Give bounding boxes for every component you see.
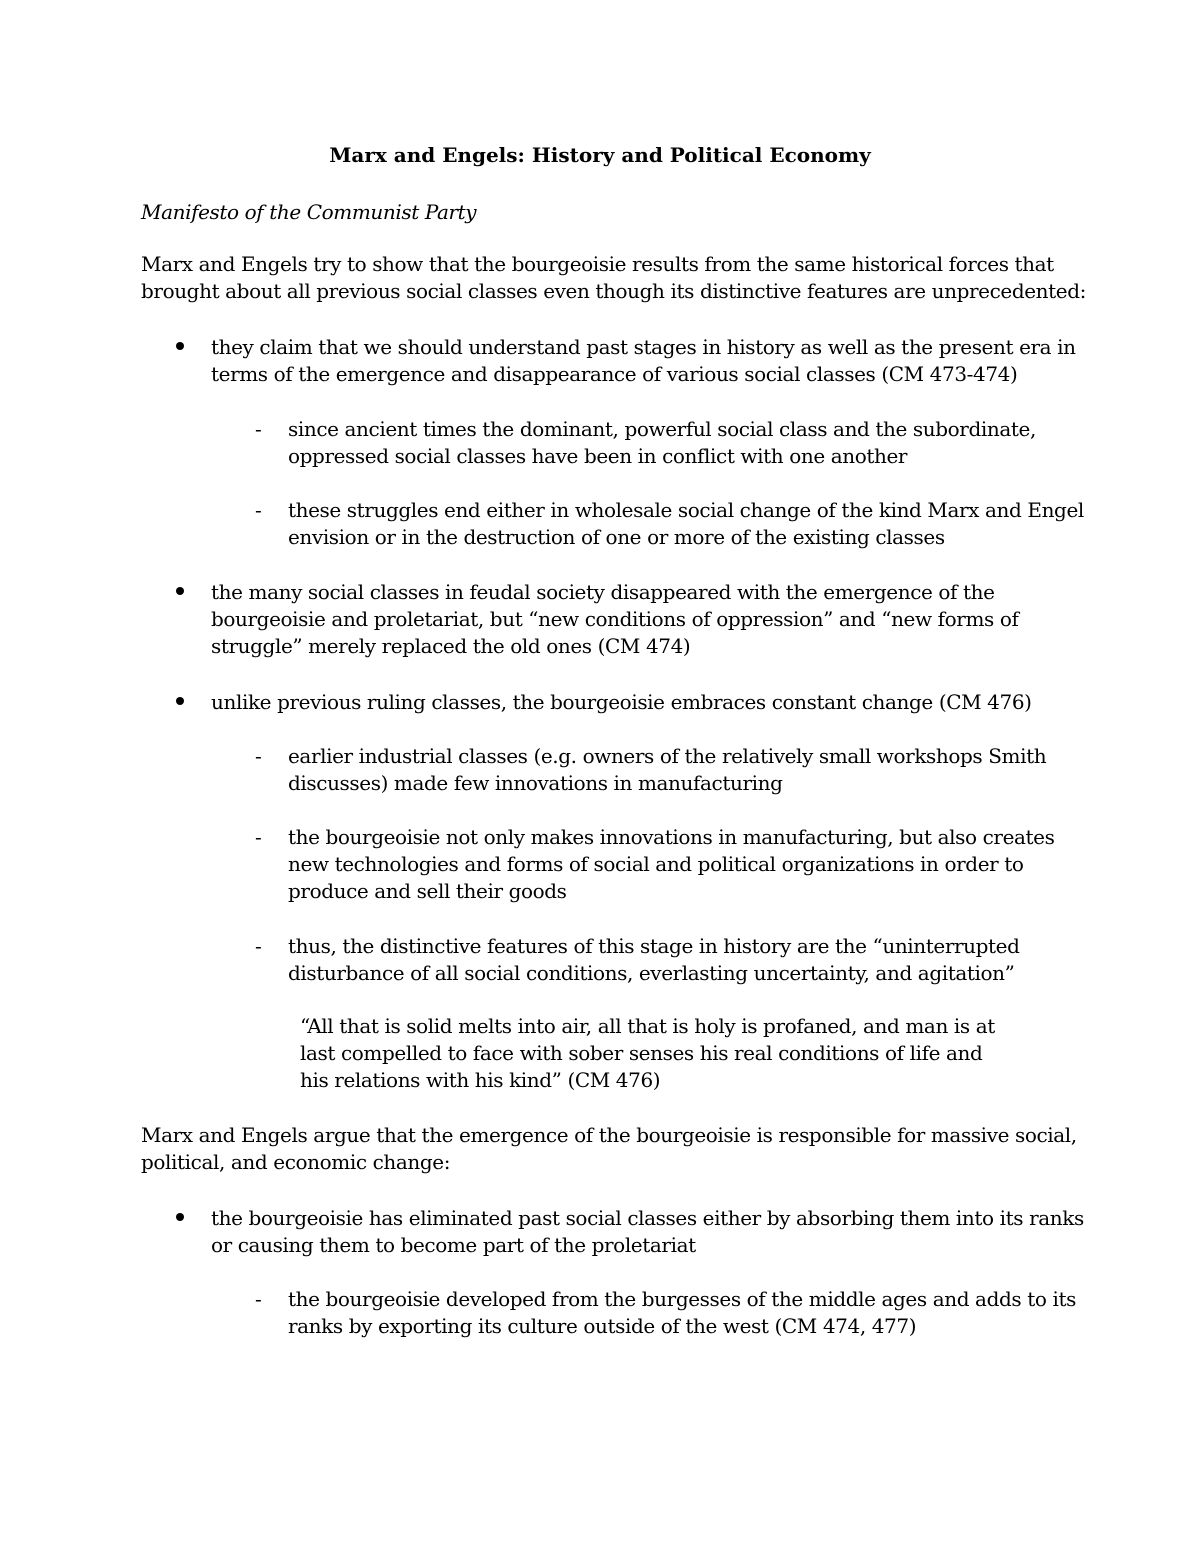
bullet-icon [176, 587, 184, 595]
dash-icon: - [255, 825, 262, 849]
subbullet-line: earlier industrial classes (e.g. owners of the relatively small workshops Smith [288, 744, 1047, 768]
bullet-line: struggle” merely replaced the old ones (CM 474) [211, 634, 691, 658]
quote-line: his relations with his kind” (CM 476) [300, 1068, 661, 1092]
paragraph-line: brought about all previous social classes even though its distinctive features are unprecedented: [141, 279, 1086, 303]
subbullet-line: oppressed social classes have been in conflict with one another [288, 444, 908, 468]
dash-icon: - [255, 417, 262, 441]
bullet-icon [176, 697, 184, 705]
bullet-line: the many social classes in feudal society disappeared with the emergence of the [211, 580, 995, 604]
subbullet-line: ranks by exporting its culture outside of the west (CM 474, 477) [288, 1314, 917, 1338]
bullet-icon [176, 342, 184, 350]
bullet-icon [176, 1213, 184, 1221]
subbullet-line: thus, the distinctive features of this stage in history are the “uninterrupted [288, 934, 1020, 958]
dash-icon: - [255, 1287, 262, 1311]
bullet-line: bourgeoisie and proletariat, but “new conditions of oppression” and “new forms of [211, 607, 1019, 631]
subbullet-line: the bourgeoisie not only makes innovations in manufacturing, but also creates [288, 825, 1055, 849]
bullet-line: or causing them to become part of the proletariat [211, 1233, 696, 1257]
quote-line: last compelled to face with sober senses his real conditions of life and [300, 1041, 983, 1065]
subbullet-line: these struggles end either in wholesale social change of the kind Marx and Engel [288, 498, 1084, 522]
document-subtitle: Manifesto of the Communist Party [141, 200, 477, 224]
subbullet-line: discusses) made few innovations in manufacturing [288, 771, 783, 795]
subbullet-line: envision or in the destruction of one or more of the existing classes [288, 525, 945, 549]
bullet-line: unlike previous ruling classes, the bourgeoisie embraces constant change (CM 476) [211, 690, 1032, 714]
subbullet-line: produce and sell their goods [288, 879, 567, 903]
bullet-line: they claim that we should understand past stages in history as well as the present era in [211, 335, 1076, 359]
paragraph-line: Marx and Engels try to show that the bourgeoisie results from the same historical forces that [141, 252, 1054, 276]
dash-icon: - [255, 498, 262, 522]
dash-icon: - [255, 934, 262, 958]
paragraph-line: Marx and Engels argue that the emergence of the bourgeoisie is responsible for massive social, [141, 1123, 1077, 1147]
bullet-line: terms of the emergence and disappearance of various social classes (CM 473-474) [211, 362, 1018, 386]
subbullet-line: disturbance of all social conditions, everlasting uncertainty, and agitation” [288, 961, 1015, 985]
subbullet-line: since ancient times the dominant, powerful social class and the subordinate, [288, 417, 1036, 441]
subbullet-line: new technologies and forms of social and political organizations in order to [288, 852, 1024, 876]
document-title: Marx and Engels: History and Political Economy [329, 143, 871, 167]
quote-line: “All that is solid melts into air, all that is holy is profaned, and man is at [300, 1014, 995, 1038]
bullet-line: the bourgeoisie has eliminated past social classes either by absorbing them into its ranks [211, 1206, 1084, 1230]
dash-icon: - [255, 744, 262, 768]
subbullet-line: the bourgeoisie developed from the burgesses of the middle ages and adds to its [288, 1287, 1076, 1311]
paragraph-line: political, and economic change: [141, 1150, 451, 1174]
